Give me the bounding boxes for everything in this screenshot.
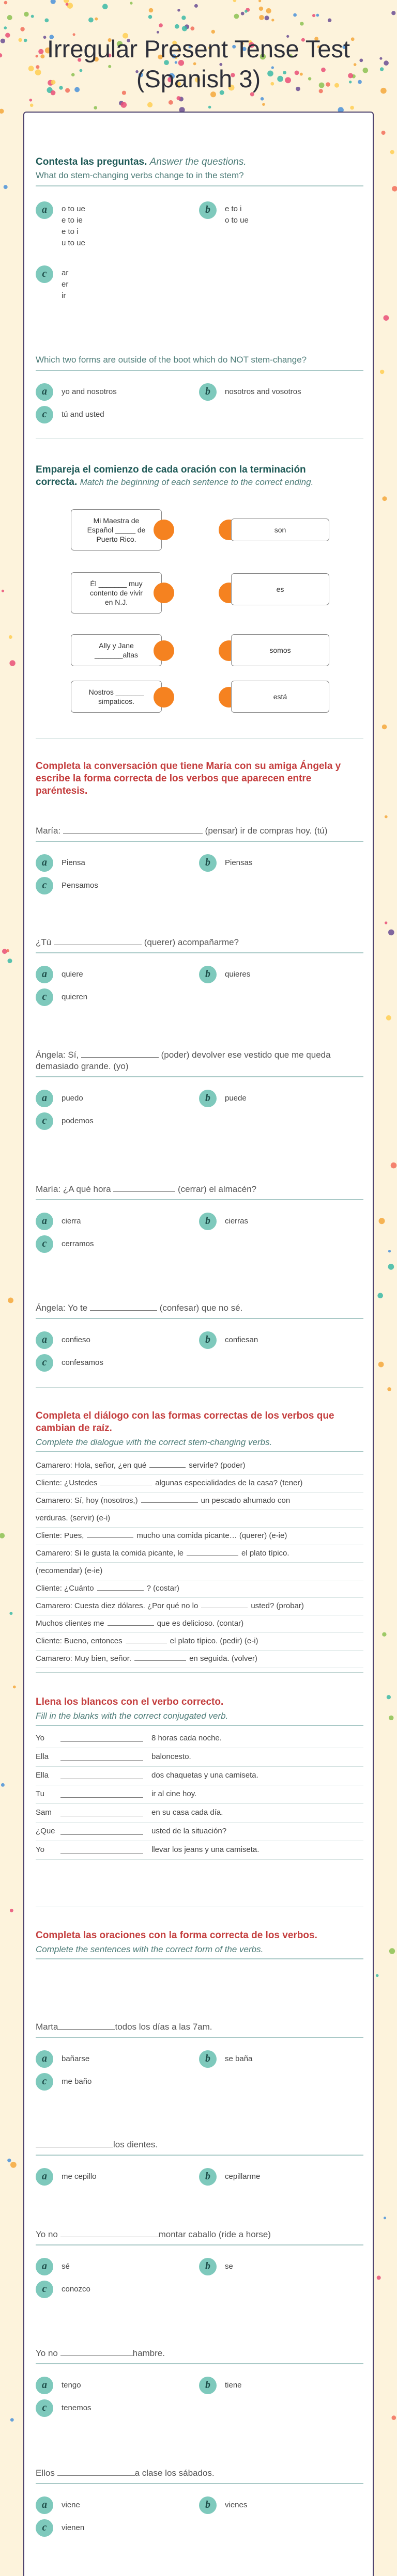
option-letter-a: a: [36, 966, 53, 983]
option-text: me cepillo: [62, 2172, 97, 2181]
confetti-dot: [377, 2275, 381, 2280]
confetti-dot: [388, 1264, 394, 1270]
answer-blank[interactable]: [134, 1660, 186, 1661]
confetti-dot: [211, 30, 215, 34]
answer-blank[interactable]: [108, 1625, 154, 1626]
option-letter-a: a: [36, 201, 53, 219]
confetti-dot: [190, 26, 194, 30]
row-subject: Yo: [36, 1845, 44, 1854]
divider: [36, 1199, 363, 1200]
row-subject: Sam: [36, 1808, 52, 1817]
confetti-dot: [350, 106, 354, 110]
confetti-dot: [258, 0, 261, 2]
dialogue-line: Camarero: Si le gusta la comida picante, le el plato típico.: [36, 1549, 289, 1558]
option-letter-b: b: [199, 2496, 217, 2514]
confetti-dot: [194, 4, 198, 8]
dialogue-line: Cliente: ¿Ustedes algunas especialidades de la casa? (tener): [36, 1479, 303, 1487]
confetti-dot: [259, 15, 264, 20]
question-text: los dientes.: [36, 2139, 158, 2150]
answer-blank[interactable]: [60, 1834, 143, 1835]
option-text: se: [225, 2262, 233, 2271]
option-letter-b: b: [199, 1213, 217, 1230]
match-left-4[interactable]: Nostros _______ simpaticos.: [71, 681, 162, 713]
confetti-dot: [95, 18, 98, 21]
row-ending: baloncesto.: [151, 1752, 191, 1761]
option-text: viene: [62, 2501, 80, 2509]
confetti-dot: [384, 2217, 386, 2219]
option-text: confiesan: [225, 1336, 258, 1344]
confetti-dot: [388, 930, 394, 936]
confetti-dot: [24, 12, 28, 17]
section-3-title: Completa la conversación que tiene María con su amiga Ángela y escribe la forma correcta de los verbos que aparecen entre paréntesis.: [36, 761, 341, 796]
confetti-dot: [0, 109, 4, 114]
option-letter-b: b: [199, 2258, 217, 2275]
section-5-title: Llena los blancos con el verbo correcto.: [36, 1697, 224, 1707]
divider: [36, 2244, 363, 2245]
confetti-dot: [300, 22, 303, 25]
divider: [36, 1451, 363, 1452]
answer-blank[interactable]: [141, 1502, 198, 1503]
confetti-dot: [262, 103, 265, 106]
option-text: vienen: [62, 2523, 85, 2532]
divider: [36, 1318, 363, 1319]
confetti-dot: [389, 1716, 393, 1720]
option-letter-a: a: [36, 2258, 53, 2275]
divider: [36, 185, 363, 186]
option-text: sé: [62, 2262, 70, 2271]
match-handle[interactable]: [154, 520, 174, 540]
option-letter-b: b: [199, 201, 217, 219]
answer-blank[interactable]: [60, 1853, 143, 1854]
option-text: cierras: [225, 1217, 249, 1226]
option-text: ar er ir: [62, 269, 69, 300]
line-separator: [36, 1562, 363, 1563]
confetti-dot: [245, 10, 248, 13]
row-ending: dos chaquetas y una camiseta.: [151, 1771, 258, 1780]
row-subject: Tu: [36, 1789, 44, 1798]
section-2-title: Empareja el comienzo de cada oración con la terminación correcta. Match the beginning of each sentence to the correct ending.: [36, 464, 314, 488]
divider: [36, 370, 363, 371]
option-text: Piensa: [62, 858, 85, 867]
section-4-title: Completa el diálogo con las formas correctas de los verbos que cambian de raíz.: [36, 1410, 334, 1434]
option-letter-a: a: [36, 854, 53, 872]
confetti-dot: [381, 131, 386, 135]
dialogue-line: Camarero: Muy bien, señor. en seguida. (volver): [36, 1654, 257, 1663]
line-separator: [36, 1632, 363, 1633]
dialogue-line: (recomendar) (e-ie): [36, 1566, 103, 1575]
match-handle[interactable]: [154, 687, 174, 708]
option-letter-b: b: [199, 1090, 217, 1107]
option-letter-c: c: [36, 2399, 53, 2417]
confetti-dot: [10, 1909, 13, 1912]
option-letter-c: c: [36, 265, 53, 283]
question-text: Ángela: Yo te (confesar) que no sé.: [36, 1303, 243, 1313]
option-text: Piensas: [225, 858, 253, 867]
confetti-dot: [51, 0, 56, 4]
confetti-dot: [208, 106, 211, 109]
answer-blank[interactable]: [87, 1537, 133, 1538]
divider: [36, 2155, 363, 2156]
confetti-dot: [6, 949, 9, 952]
confetti-dot: [9, 1612, 12, 1615]
option-letter-c: c: [36, 2073, 53, 2091]
option-letter-b: b: [199, 383, 217, 401]
section-4-instruction: Complete the dialogue with the correct stem-changing verbs.: [36, 1437, 272, 1447]
option-letter-c: c: [36, 988, 53, 1006]
confetti-dot: [7, 2159, 11, 2162]
confetti-dot: [1, 1783, 5, 1787]
confetti-dot: [392, 186, 397, 192]
confetti-dot: [31, 15, 34, 18]
dialogue-line: Camarero: Sí, hoy (nosotros,) un pescado ahumado con: [36, 1496, 291, 1505]
section-1-title: Contesta las preguntas. Answer the questions.: [36, 156, 247, 167]
confetti-dot: [9, 635, 12, 639]
confetti-dot: [383, 496, 387, 501]
match-left-3[interactable]: Ally y Jane _______altas: [71, 634, 162, 666]
confetti-dot: [382, 1632, 386, 1637]
option-letter-a: a: [36, 2496, 53, 2514]
option-letter-c: c: [36, 1112, 53, 1130]
confetti-dot: [392, 2415, 396, 2420]
line-separator: [36, 1474, 363, 1475]
option-text: tiene: [225, 2381, 242, 2390]
confetti-dot: [385, 921, 387, 924]
confetti-dot: [102, 4, 108, 9]
confetti-dot: [378, 1362, 384, 1368]
option-text: confesamos: [62, 1358, 103, 1367]
match-right-1[interactable]: son: [231, 519, 329, 541]
match-right-3[interactable]: somos: [231, 634, 329, 666]
confetti-dot: [380, 370, 384, 374]
row-ending: ir al cine hoy.: [151, 1789, 197, 1798]
confetti-dot: [391, 11, 395, 15]
confetti-dot: [316, 14, 319, 17]
option-text: tú and usted: [62, 410, 104, 419]
confetti-dot: [265, 15, 269, 20]
confetti-dot: [390, 150, 394, 154]
question-text: ¿Tú (querer) acompañarme?: [36, 937, 239, 947]
question-text: Ángela: Sí, (poder) devolver ese vestido que me queda demasiado grande. (yo): [36, 1050, 331, 1071]
option-text: e to i o to ue: [225, 205, 249, 225]
confetti-dot: [88, 18, 94, 23]
answer-blank[interactable]: [187, 1555, 238, 1556]
divider: [36, 1725, 363, 1726]
confetti-dot: [29, 99, 33, 102]
divider: [36, 2483, 363, 2484]
confetti-dot: [169, 100, 173, 105]
option-letter-c: c: [36, 406, 53, 423]
confetti-dot: [177, 9, 180, 11]
option-letter-a: a: [36, 2050, 53, 2068]
row-ending: usted de la situación?: [151, 1827, 227, 1835]
confetti-dot: [182, 26, 187, 31]
confetti-dot: [389, 1948, 395, 1954]
confetti-dot: [8, 959, 12, 963]
option-text: confieso: [62, 1336, 90, 1344]
question-text: María: ¿A qué hora (cerrar) el almacén?: [36, 1184, 257, 1194]
line-separator: [36, 1822, 363, 1823]
divider: [36, 952, 363, 953]
option-text: quiere: [62, 970, 83, 979]
confetti-dot: [261, 97, 264, 101]
confetti-dot: [44, 19, 49, 23]
page-title: Irregular Present Tense Test (Spanish 3): [47, 35, 350, 92]
confetti-dot: [391, 1163, 397, 1169]
line-separator: [36, 1492, 363, 1493]
answer-blank[interactable]: [97, 1590, 144, 1591]
line-separator: [36, 1766, 363, 1767]
divider: [36, 841, 363, 842]
confetti-dot: [233, 0, 237, 2]
dialogue-line: verduras. (servir) (e-i): [36, 1514, 111, 1522]
question-text: Yo no hambre.: [36, 2348, 165, 2358]
confetti-dot: [4, 1, 8, 5]
confetti-dot: [387, 1387, 391, 1391]
confetti-dot: [175, 24, 179, 29]
confetti-dot: [10, 2162, 17, 2168]
confetti-dot: [312, 14, 315, 17]
dialogue-line: Cliente: Pues, mucho una comida picante… (querer) (e-ie): [36, 1531, 287, 1540]
option-letter-a: a: [36, 1331, 53, 1349]
confetti-dot: [293, 13, 297, 17]
section-5-instruction: Fill in the blanks with the correct conjugated verb.: [36, 1711, 228, 1721]
option-letter-c: c: [36, 2519, 53, 2537]
confetti-dot: [130, 2, 132, 4]
worksheet: [23, 112, 374, 2576]
answer-blank[interactable]: [60, 1760, 143, 1761]
row-subject: Ella: [36, 1771, 49, 1780]
divider: [36, 1076, 363, 1077]
option-letter-a: a: [36, 2377, 53, 2394]
confetti-dot: [387, 1695, 391, 1699]
confetti-dot: [9, 660, 15, 666]
dialogue-line: Camarero: Hola, señor, ¿en qué servirle? (poder): [36, 1461, 246, 1470]
confetti-dot: [266, 8, 271, 13]
match-handle[interactable]: [154, 640, 174, 661]
match-left-1[interactable]: Mi Maestra de Español _____ de Puerto Rico.: [71, 509, 162, 551]
confetti-dot: [66, 3, 69, 6]
confetti-dot: [376, 1974, 379, 1977]
confetti-dot: [147, 102, 152, 107]
confetti-dot: [148, 15, 152, 19]
confetti-dot: [4, 185, 8, 189]
confetti-dot: [94, 106, 97, 109]
option-text: cierra: [62, 1217, 81, 1226]
answer-blank[interactable]: [60, 1741, 143, 1742]
confetti-dot: [13, 1686, 16, 1689]
divider: [36, 1958, 363, 1959]
confetti-dot: [385, 815, 388, 819]
question-text: Which two forms are outside of the boot which do NOT stem-change?: [36, 355, 307, 365]
dialogue-line: Cliente: Bueno, entonces el plato típico. (pedir) (e-i): [36, 1637, 258, 1645]
option-letter-c: c: [36, 2281, 53, 2298]
option-text: yo and nosotros: [62, 387, 117, 396]
row-ending: en su casa cada día.: [151, 1808, 223, 1817]
option-text: tenemos: [62, 2404, 91, 2412]
confetti-dot: [181, 15, 186, 20]
confetti-dot: [2, 590, 4, 592]
confetti-dot: [388, 1250, 391, 1252]
confetti-dot: [10, 2418, 14, 2422]
option-text: puedo: [62, 1094, 83, 1103]
confetti-dot: [234, 14, 239, 19]
option-letter-c: c: [36, 1235, 53, 1253]
confetti-dot: [30, 104, 34, 107]
option-text: se baña: [225, 2054, 253, 2063]
option-text: conozco: [62, 2285, 90, 2294]
confetti-dot: [4, 26, 7, 29]
confetti-dot: [386, 1015, 391, 1020]
option-text: tengo: [62, 2381, 81, 2390]
option-letter-b: b: [199, 2050, 217, 2068]
option-text: bañarse: [62, 2054, 90, 2063]
divider: [36, 1387, 363, 1388]
dialogue-line: Muchos clientes me que es delicioso. (contar): [36, 1619, 244, 1628]
option-letter-b: b: [199, 966, 217, 983]
line-separator: [36, 1597, 363, 1598]
option-letter-b: b: [199, 854, 217, 872]
match-left-2[interactable]: Él _______ muy contento de vivir en N.J.: [71, 572, 162, 614]
section-6-title: Completa las oraciones con la forma correcta de los verbos.: [36, 1930, 317, 1941]
row-subject: Ella: [36, 1752, 49, 1761]
option-text: puede: [225, 1094, 247, 1103]
confetti-dot: [121, 102, 127, 108]
match-right-4[interactable]: está: [231, 681, 329, 713]
confetti-dot: [64, 0, 69, 3]
row-ending: llevar los jeans y una camiseta.: [151, 1845, 259, 1854]
option-text: Pensamos: [62, 881, 98, 890]
option-letter-a: a: [36, 1090, 53, 1107]
option-text: quieres: [225, 970, 251, 979]
option-text: podemos: [62, 1117, 94, 1125]
confetti-dot: [8, 1298, 13, 1303]
confetti-dot: [328, 19, 331, 22]
confetti-dot: [7, 15, 12, 20]
option-text: cerramos: [62, 1239, 94, 1248]
option-text: me baño: [62, 2077, 92, 2086]
confetti-dot: [382, 725, 387, 730]
dialogue-line: Camarero: Cuesta diez dólares. ¿Por qué no lo usted? (probar): [36, 1601, 304, 1610]
line-separator: [36, 1527, 363, 1528]
line-separator: [36, 1859, 363, 1860]
confetti-dot: [241, 12, 245, 15]
divider: [36, 2363, 363, 2364]
confetti-dot: [377, 1293, 383, 1298]
divider: [36, 2037, 363, 2038]
confetti-dot: [259, 7, 263, 11]
confetti-dot: [271, 19, 274, 21]
line-separator: [36, 1803, 363, 1804]
dialogue-line: Cliente: ¿Cuánto ? (costar): [36, 1584, 179, 1593]
confetti-dot: [159, 23, 163, 27]
row-subject: ¿Que: [36, 1827, 55, 1835]
row-subject: Yo: [36, 1734, 44, 1742]
confetti-dot: [0, 1533, 5, 1538]
option-letter-a: a: [36, 1213, 53, 1230]
confetti-dot: [157, 31, 159, 34]
option-letter-a: a: [36, 2168, 53, 2186]
confetti-dot: [149, 8, 154, 13]
confetti-dot: [20, 27, 24, 31]
option-text: nosotros and vosotros: [225, 387, 301, 396]
answer-blank[interactable]: [60, 1797, 143, 1798]
confetti-dot: [384, 315, 389, 321]
option-letter-b: b: [199, 2377, 217, 2394]
match-right-2[interactable]: es: [231, 573, 329, 605]
match-handle[interactable]: [154, 583, 174, 603]
line-separator: [36, 1650, 363, 1651]
option-letter-c: c: [36, 1354, 53, 1372]
question-text: María: (pensar) ir de compras hoy. (tú): [36, 826, 328, 836]
question-text: Ellos a clase los sábados.: [36, 2468, 215, 2478]
option-text: o to ue e to ie e to i u to ue: [62, 205, 85, 247]
option-letter-c: c: [36, 877, 53, 894]
row-ending: 8 horas cada noche.: [151, 1734, 222, 1742]
option-letter-a: a: [36, 383, 53, 401]
question-text: What do stem-changing verbs change to in the stem?: [36, 170, 244, 180]
divider: [36, 1672, 363, 1673]
confetti-dot: [177, 96, 181, 100]
question-text: Marta todos los días a las 7am.: [36, 2022, 212, 2032]
section-6-instruction: Complete the sentences with the correct form of the verbs.: [36, 1944, 264, 1954]
option-text: cepillarme: [225, 2172, 261, 2181]
option-text: vienes: [225, 2501, 248, 2509]
answer-blank[interactable]: [149, 1467, 186, 1468]
confetti-dot: [379, 1218, 385, 1224]
option-text: quieren: [62, 993, 88, 1001]
option-letter-b: b: [199, 1331, 217, 1349]
question-text: Yo no montar caballo (ride a horse): [36, 2229, 271, 2239]
option-letter-b: b: [199, 2168, 217, 2186]
